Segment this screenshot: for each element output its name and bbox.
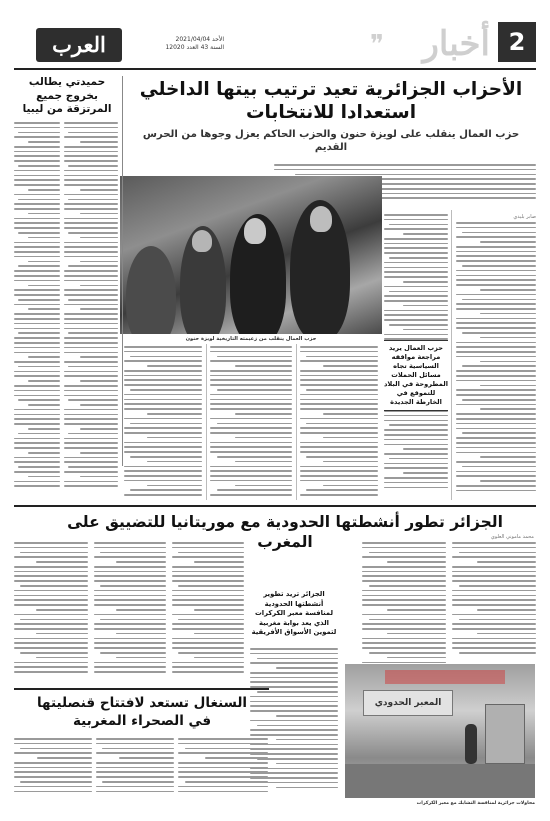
sidebar-divider (122, 76, 123, 466)
issue-info (120, 36, 224, 52)
border-crossing-photo (345, 664, 535, 798)
lead-photo (120, 176, 382, 334)
section-label: أخبار (422, 24, 490, 64)
section-divider (14, 505, 536, 507)
lead-column-1 (456, 222, 536, 500)
second-headline: الجزائر تطور أنشطتها الحدودية مع موريتانيا للتضييق على المغرب (67, 513, 503, 551)
third-story-rule (14, 688, 269, 690)
sidebar-headline: حميدتي يطالب بخروج جميع المرتزقة من ليبيا (22, 76, 112, 115)
third-column-3 (14, 738, 92, 798)
lead-column-5 (124, 346, 202, 500)
quote-icon: ❞ (370, 30, 384, 60)
column-rule (206, 344, 207, 500)
third-column-1 (178, 738, 268, 798)
newspaper-logo: العرب (36, 28, 122, 62)
sidebar-text-2 (14, 122, 60, 500)
issue-number: السنة 43 العدد 12020 (165, 44, 224, 51)
header-divider (14, 68, 536, 70)
photo-sign-text: المعبر الحدودي (363, 690, 453, 716)
lead-headline: الأحزاب الجزائرية تعيد ترتيب بيتها الداخلي استعدادا للانتخابات (139, 79, 523, 123)
column-rule (451, 210, 452, 500)
issue-date: الأحد 2021/04/04 (175, 36, 224, 43)
sidebar-text-1 (64, 122, 118, 500)
lead-byline: صابر بليدي (513, 214, 536, 220)
second-column-5 (94, 542, 166, 682)
third-headline: السنغال تستعد لافتتاح قنصليتها في الصحراء المغربية (36, 695, 248, 729)
second-pull-quote: الجزائر تريد تطوير أنشطتها الحدودية لمنافسة معبر الكركرات الذي يعد بوابة مغربية لتموين الأسواق الأفريقية (251, 590, 337, 636)
lead-column-4 (210, 346, 292, 500)
lead-pull-quote: حزب العمال يريد مراجعة مواقفه السياسية تجاه مسائل الحملات المطروحة في البلاد للتموقع في الخارطة الجديدة (384, 340, 448, 411)
lead-photo-caption: حزب العمال ينقلب من زعيمته التاريخية لويزة حنون (185, 336, 317, 342)
second-column-1 (452, 542, 536, 660)
lead-subhead: حزب العمال ينقلب على لويزة حنون والحزب الحاكم يعزل وجوها من الحرس القديم (142, 129, 520, 153)
second-byline: محمد ماموني العلوي (490, 534, 534, 540)
second-column-6 (14, 542, 88, 682)
border-photo-caption: محاولات جزائرية لمنافسة التشابك مع معبر الكركرات (416, 801, 535, 806)
masthead (0, 0, 550, 74)
page-number-badge: 2 (498, 22, 536, 62)
column-rule (296, 344, 297, 500)
second-column-4 (172, 542, 244, 682)
lead-column-3 (300, 346, 378, 500)
third-column-2 (96, 738, 174, 798)
